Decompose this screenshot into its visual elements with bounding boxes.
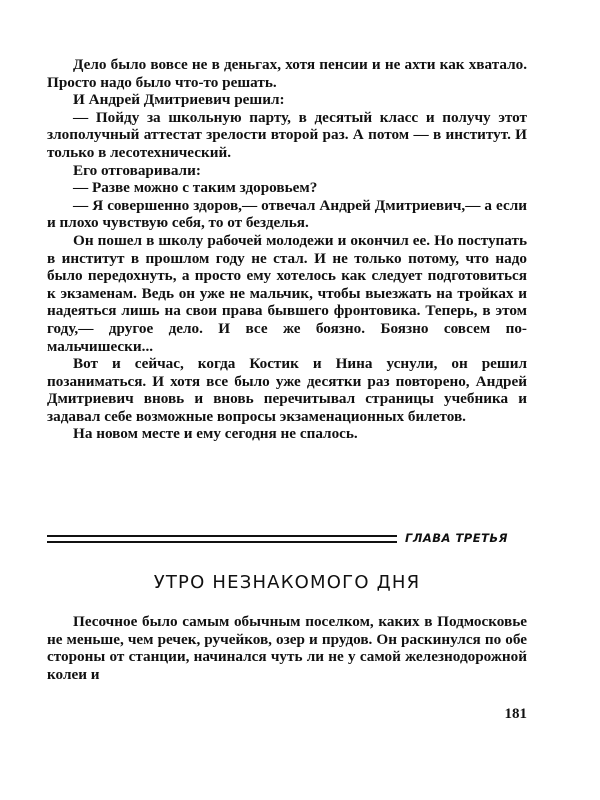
text-block-bottom	[47, 613, 527, 683]
paragraph: — Я совершенно здоров,— отвечал Андрей Дмитриевич,— а если и плохо чувствую себя, то от безделья.	[47, 196, 527, 232]
paragraph: Дело было вовсе не в деньгах, хотя пенсии и не ахти как хватало. Просто надо было что-то решать.	[47, 56, 527, 91]
paragraph: Вот и сейчас, когда Костик и Нина уснули, он решил позаниматься. И хотя все было уже десятки раз повторено, Андрей Дмитриевич вновь и вновь перечитывал страницы учебника и задавал себе возможные вопросы экзаменационных билетов.	[47, 355, 527, 425]
paragraph: Его отговаривали:	[73, 161, 201, 179]
page-number: 181	[504, 706, 527, 722]
paragraph: — Пойду за школьную парту, в десятый класс и получу этот злополучный аттестат зрелости второй раз. А потом — в институт. И только в лесотехнический.	[47, 108, 527, 161]
paragraph: На новом месте и ему сегодня не спалось.	[73, 425, 358, 443]
paragraph: Он пошел в школу рабочей молодежи и окончил ее. Но поступать в институт в прошлом году не стал. И не только потому, что надо было передохнуть, а просто ему хотелось как следует подготовиться к экзаменам. Ведь он уже не мальчик, чтобы выезжать на тройках и надеяться лишь на свои права бывшего фронтовика. Теперь, в этом году,— другое дело. И все же боязно. Боязно совсем по-мальчишески...	[47, 231, 527, 355]
text-block-top	[47, 56, 527, 443]
chapter-label: ГЛАВА ТРЕТЬЯ	[405, 531, 509, 545]
chapter-divider-rule	[47, 535, 397, 543]
chapter-title: УТРО НЕЗНАКОМОГО ДНЯ	[153, 572, 421, 593]
paragraph: — Разве можно с таким здоровьем?	[73, 179, 318, 197]
paragraph: Песочное было самым обычным поселком, каких в Подмосковье не меньше, чем речек, ручейков, озер и прудов. Он раскинулся по обе стороны от станции, начинался чуть ли не у самой железнодорожной колеи и	[47, 613, 527, 683]
paragraph: И Андрей Дмитриевич решил:	[73, 91, 285, 109]
